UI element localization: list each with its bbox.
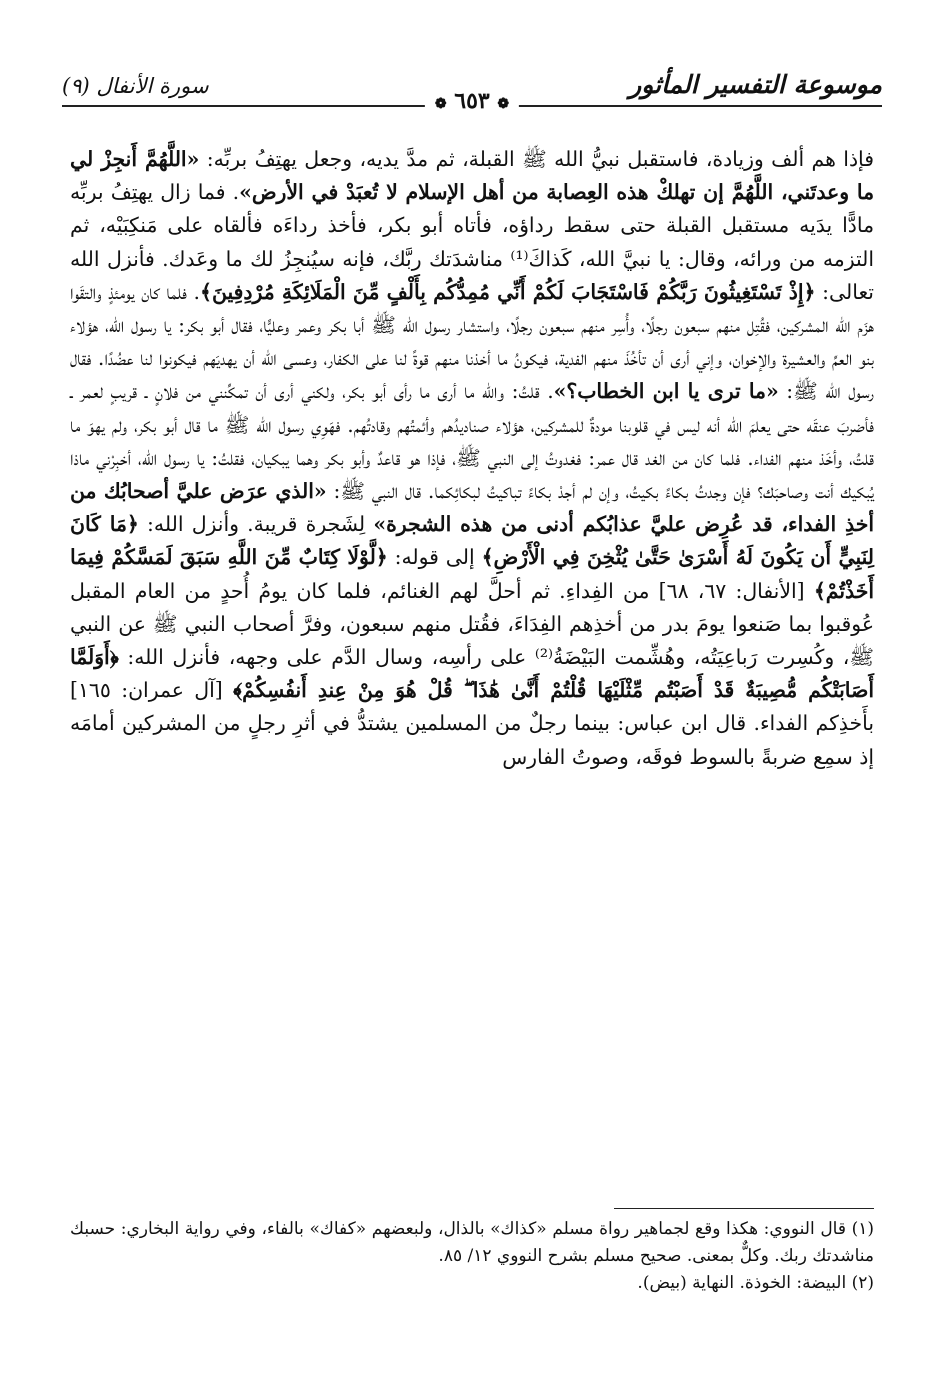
- main-paragraph: [70, 143, 874, 774]
- text-segment: إلى قوله:: [387, 545, 482, 570]
- footnotes: [70, 1216, 874, 1297]
- surah-title: سورة الأنفال (٩): [62, 74, 209, 98]
- text-segment: لِشَجرة قريبة. وأنزل الله:: [138, 512, 374, 537]
- quran-verse: ﴿إِذْ تَسْتَغِيثُونَ رَبَّكُمْ فَاسْتَجَابَ لَكُمْ أَنِّي مُمِدُّكُم بِأَلْفٍ مِّنَ الْمَلَائِكَةِ مُرْدِفِينَ﴾: [200, 279, 816, 304]
- text-segment: . فلما كان يومئذٍ والتقَوا هزَم الله المشركين، فقُتِل منهم سبعون رجلًا، وأُسِر منهم سبعون رجلًا، واستشار رسول الله ﷺ أبا بكر وعمر وعليًّا، فقال أبو بكر: يا رسول الله، هؤلاء بنو العمِّ والعشيرة والإخوان، وإني أرى أن تأخُذَ منهم الفدية، فيكونُ ما أخذنا منهم قوةً لنا على الكفار، وعسى الله أن يهديَهم فيكونوا لنا عضُدًا. فقال رسول الله ﷺ:: [70, 279, 874, 404]
- quran-verse: ﴿لَّوْلَا كِتَابٌ مِّنَ اللَّهِ سَبَقَ لَمَسَّكُمْ فِيمَا أَخَذْتُمْ﴾: [70, 545, 874, 603]
- quran-verse: ﴿أَوَلَمَّا أَصَابَتْكُم مُّصِيبَةٌ قَدْ أَصَبْتُم مِّثْلَيْهَا قُلْتُمْ أَنَّىٰ هَٰذَا ۖ قُلْ هُوَ مِنْ عِندِ أَنفُسِكُمْ﴾: [70, 645, 874, 703]
- footnote-divider: [614, 1208, 874, 1209]
- text-segment: . قلتُ: والله ما أرى ما رأى أبو بكر، ولكني أرى أن تمكِّنني من فلانٍ ـ قريبٍ لعمر ـ فأضربَ عنقَه حتى يعلمَ الله أنه ليس في قلوبنا مودةٌ للمشركين، هؤلاء صناديدُهم وأئمتُهم وقادتُهم. فهَوِي رسول الله ﷺ ما قال أبو بكر، ولم يهوَ ما قلتُ، وأخَذ منهم الفداء. فلما كان من الغد قال عمر: فغدوتُ إلى النبي ﷺ، فإذا هو قاعدٌ وأبو بكر وهما يبكيان، فقلتُ: يا رسول الله، أخبِرْني ماذا يُبكيك أنت وصاحبَك؟ فإن وجدتُ بكاءً بكيتُ، وإن لم أجدْ بكاءً تباكيتُ لبكائِكما. قال النبي ﷺ:: [70, 379, 874, 504]
- main-text: [70, 143, 874, 774]
- page-number: ٦٥٣: [454, 88, 490, 114]
- ornament-left-icon: ❁: [434, 96, 447, 112]
- footnote-2: (٢) البيضة: الخوذة. النهاية (بيض).: [637, 1273, 874, 1293]
- page-header: [62, 62, 882, 122]
- ornament-right-icon: ❁: [497, 96, 510, 112]
- hadith-quote: «اللَّهُمَّ أَنجِزْ لي ما وعدتَني، اللَّهُمَّ إن تهلكْ هذه العِصابة من أهل الإسلام لا تُعبَدْ في الأرض»: [70, 147, 874, 205]
- footnote-1: (١) قال النووي: هكذا وقع لجماهير رواة مسلم «كذاك» بالذال، ولبعضهم «كفاك» بالفاء، وفي رواية البخاري: حسبك مناشدتك ربك. وكلٌّ بمعنى. صحيح مسلم بشرح النووي ١٢/ ٨٥.: [70, 1219, 874, 1266]
- quran-verse: ﴿مَا كَانَ لِنَبِيٍّ أَن يَكُونَ لَهُ أَسْرَىٰ حَتَّىٰ يُثْخِنَ فِي الْأَرْضِ﴾: [70, 512, 874, 570]
- page-number-group: [425, 88, 519, 114]
- text-segment: [الأنفال: ٦٧، ٦٨] من الفِداءِ. ثم أحلَّ لهم الغنائم، فلما كان يومُ أُحدٍ من العام المقبل عُوقبوا بما صَنعوا يومَ بدر من أخذِهم الفِدَاءَ، فقُتل منهم سبعون، وفرَّ أصحاب النبي ﷺ عن النبي ﷺ، وكُسِرت رَباعِيَتُه، وهُشِّمت البَيْضَةُ⁽²⁾ على رأسِه، وسال الدَّم على وجهه، فأنزل الله:: [70, 578, 874, 670]
- text-segment: [آل عمران: ١٦٥] بأَخذِكم الفداء. قال ابن عباس: بينما رجلٌ من المسلمين يشتدُّ في أثرِ رجلٍ من المشركين أمامَه إذ سمِع ضربةً بالسوط فوقَه، وصوتُ الفارس: [70, 678, 874, 769]
- text-segment: . فما زال يهتِفُ بربِّه مادًّا يدَيه مستقبل القبلة حتى سقط رداؤه، فأتاه أبو بكر، فأخذ رداءَه فألقاه على مَنكِبَيْه، ثم التزمه من ورائه، وقال: يا نبيَّ الله، كَذاكَ⁽¹⁾ مناشدَتك ربَّك، فإنه سيُنجِزُ لك ما وعَدك. فأنزل الله تعالى:: [70, 180, 874, 304]
- hadith-quote: «الذي عرَض عليَّ أصحابُك من أخذِ الفداء، قد عُرِض عليَّ عذابُكم أدنى من هذه الشجرة»: [70, 479, 874, 537]
- book-title: موسوعة التفسير المأثور: [629, 70, 882, 99]
- hadith-quote: «ما ترى يا ابن الخطاب؟»: [553, 379, 779, 404]
- text-segment: فإذا هم ألف وزيادة، فاستقبل نبيُّ الله ﷺ القبلة، ثم مدَّ يديه، وجعل يهتِفُ بربِّه:: [199, 147, 874, 171]
